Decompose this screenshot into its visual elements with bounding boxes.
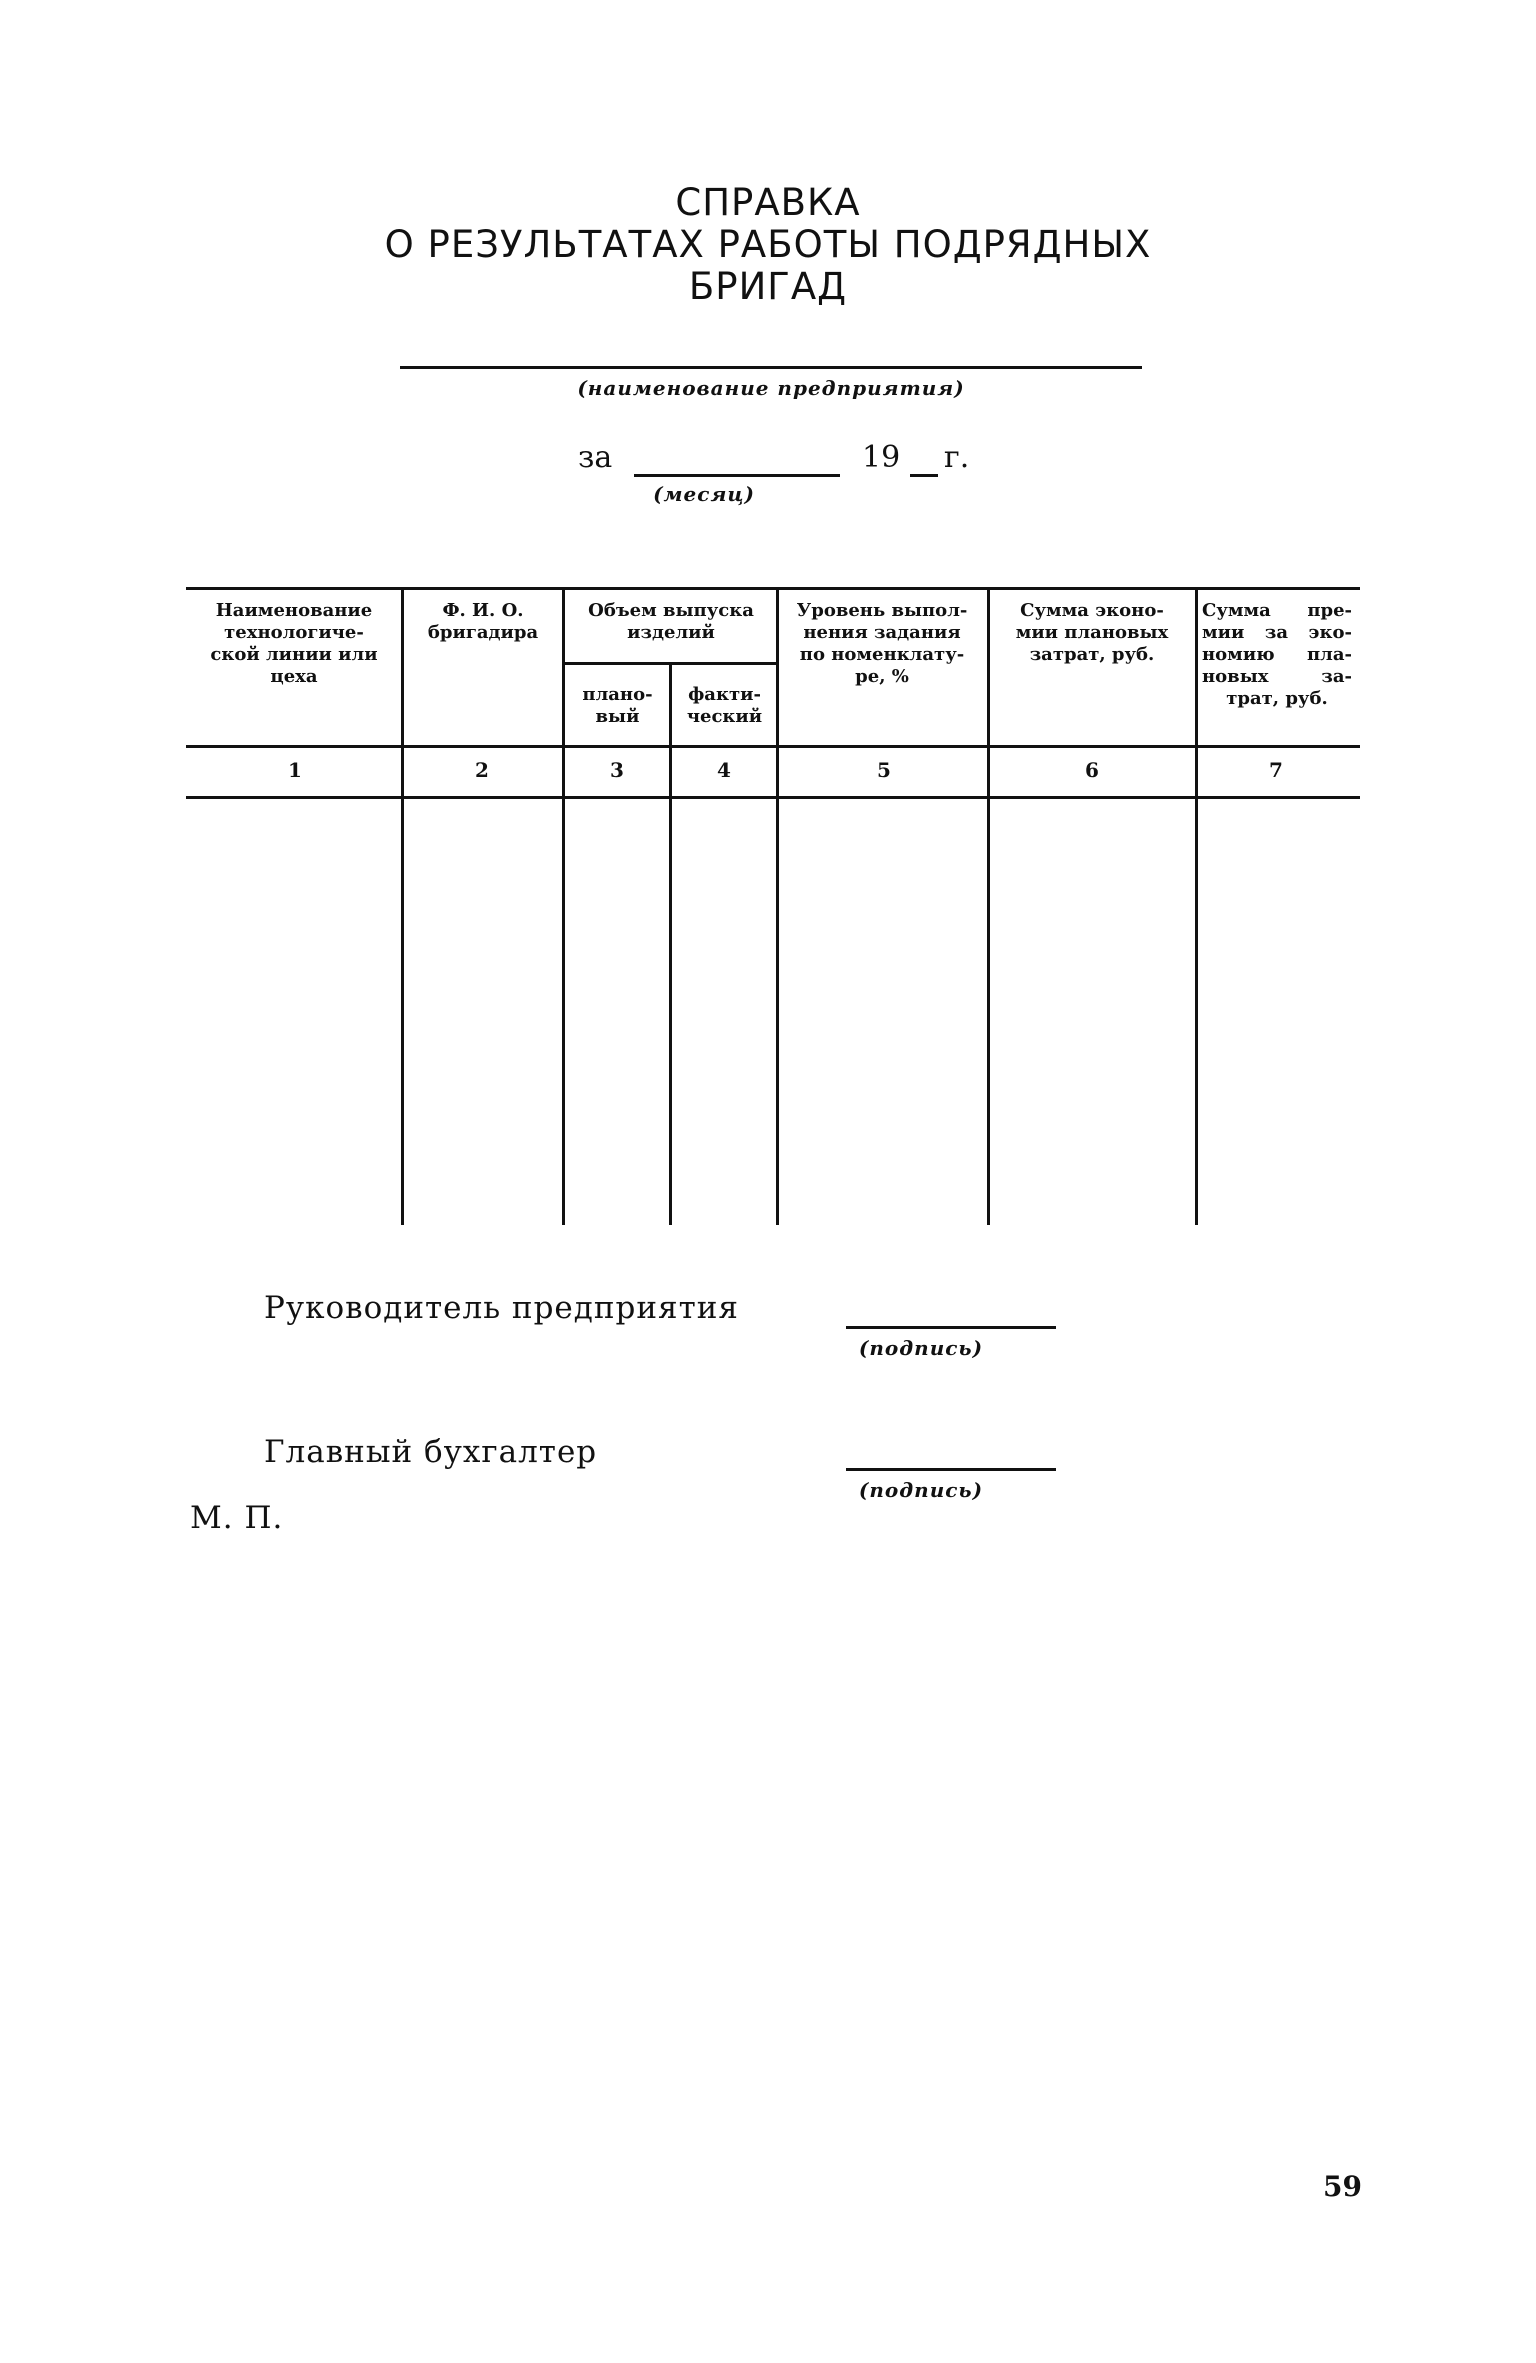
header-col-5-line: Уровень выпол- [796, 600, 968, 621]
header-bottom-rule [186, 745, 1360, 748]
column-number-3: 3 [610, 758, 624, 782]
document-title-line-1: СПРАВКА [675, 181, 861, 224]
header-col-7-line: номию пла- [1202, 644, 1352, 665]
header-col-2-line: бригадира [427, 622, 539, 643]
header-col-1-line: ской линии или [210, 644, 378, 665]
accountant-label: Главный бухгалтер [264, 1434, 598, 1470]
period-year: 19 [862, 440, 901, 475]
table-body-cell-col-1[interactable] [186, 800, 401, 1225]
year-line[interactable] [910, 474, 938, 477]
column-number-1: 1 [288, 758, 302, 782]
column-number-7: 7 [1269, 758, 1283, 782]
column-number-5: 5 [877, 758, 891, 782]
header-col-4 [673, 684, 776, 728]
table-body-cell-col-3[interactable] [565, 800, 669, 1225]
header-col-7-line: новых за- [1202, 666, 1352, 687]
column-number-4: 4 [717, 758, 731, 782]
header-col-7-line: трат, руб. [1226, 688, 1328, 709]
header-col-2-line: Ф. И. О. [442, 600, 524, 621]
header-col-4-line: ческий [686, 706, 763, 727]
header-col-7-line: Сумма пре- [1202, 600, 1352, 621]
accountant-signature-line[interactable] [846, 1468, 1056, 1471]
column-number-6: 6 [1085, 758, 1099, 782]
header-col-1 [196, 600, 392, 688]
header-col-5-line: нения задания [803, 622, 961, 643]
period-year-suffix: г. [944, 440, 970, 475]
header-col-1-line: технологиче- [224, 622, 364, 643]
header-col-3-line: вый [595, 706, 640, 727]
header-group-line: Объем выпуска [588, 600, 754, 621]
header-col-6-line: затрат, руб. [1029, 644, 1155, 665]
period-prefix: за [578, 440, 613, 475]
header-col-5-line: ре, % [855, 666, 909, 687]
header-col-1-line: Наименование [215, 600, 373, 621]
header-col-7 [1202, 600, 1352, 710]
director-signature-line[interactable] [846, 1326, 1056, 1329]
header-col-5-line: по номенклату- [799, 644, 965, 665]
stamp-place-label: М. П. [190, 1500, 284, 1536]
header-col-7-line: мии за эко- [1202, 622, 1352, 643]
table-body-cell-col-6[interactable] [990, 800, 1195, 1225]
numbers-bottom-rule [186, 796, 1360, 799]
accountant-signature-caption: (подпись) [858, 1478, 984, 1502]
header-col-6 [992, 600, 1192, 666]
header-col-1-line: цеха [270, 666, 318, 687]
document-title-line-3: БРИГАД [688, 265, 848, 308]
header-col-6-line: Сумма эконо- [1020, 600, 1164, 621]
director-signature-caption: (подпись) [858, 1336, 984, 1360]
enterprise-name-line[interactable] [400, 366, 1142, 369]
table-body-cell-col-4[interactable] [672, 800, 776, 1225]
header-col-6-line: мии плановых [1015, 622, 1169, 643]
header-col-3 [566, 684, 669, 728]
enterprise-name-caption: (наименование предприятия) [577, 376, 965, 400]
month-caption: (месяц) [653, 482, 755, 506]
header-col-3-line: плано- [582, 684, 653, 705]
table-top-rule [186, 587, 1360, 590]
header-group-line: изделий [627, 622, 715, 643]
document-title-line-2: О РЕЗУЛЬТАТАХ РАБОТЫ ПОДРЯДНЫХ [384, 223, 1152, 266]
month-line[interactable] [634, 474, 840, 477]
table-body-cell-col-2[interactable] [404, 800, 562, 1225]
header-col-2 [406, 600, 560, 644]
header-col-3-4-group [566, 600, 776, 644]
header-col-5 [782, 600, 982, 688]
column-number-2: 2 [475, 758, 489, 782]
table-body-cell-col-7[interactable] [1198, 800, 1360, 1225]
header-col-4-line: факти- [688, 684, 761, 705]
table-body-cell-col-5[interactable] [779, 800, 987, 1225]
director-label: Руководитель предприятия [264, 1290, 739, 1326]
page-number: 59 [1323, 2170, 1362, 2203]
